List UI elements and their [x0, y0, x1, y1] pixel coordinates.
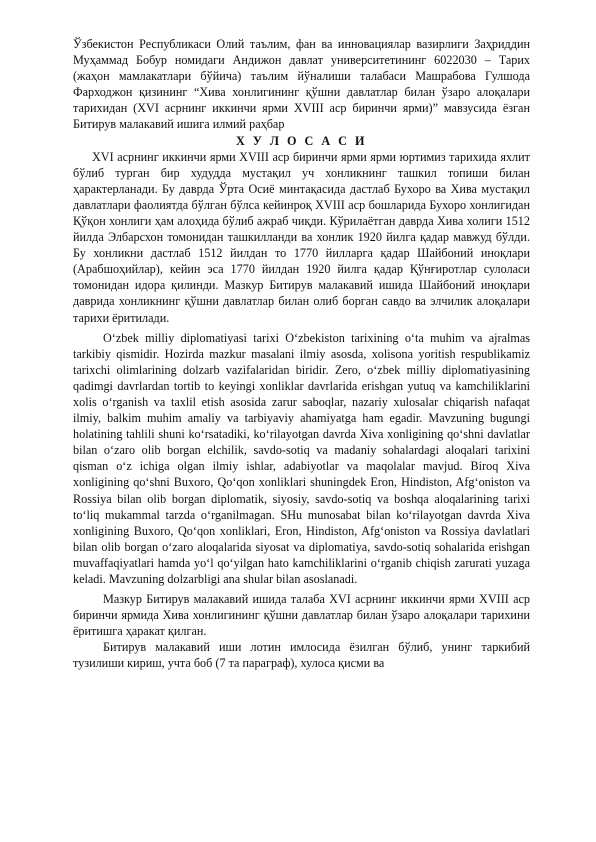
body-paragraph-1: XVI асрнинг иккинчи ярми XVIII аср биринчи ярми ярми юртимиз тарихида яхлит бўлиб турган бир худудда мустақил уч хонликнинг ташкил топиши билан ҳарактерланади. Бу даврда Ўрта Осиё минтақасида дастлаб Бухоро ва Хива мустақил давлатлари фаолиятда бўлган бўлса кейинроқ XVIII аср бошларида Бухоро хонлигидан Қўқон хонлиги ҳам алоҳида бўлиб ажраб чиқди. Кўрилаётган даврда Хива холиги 1512 йилда Элбарсхон томонидан ташкилланди ва хонлик 1920 йилга қадар мавжуд бўлди. Бу хонликни дастлаб 1512 йилдан то 1770 йилларга қадар Шайбоний иноқлари (Арабшоҳийлар), кейин эса 1770 йилдан 1920 йилга қадар Қўнғиротлар сулоласи томонидан идора қилинди. Мазкур Битирув малакавий ишида Шайбоний иноқлари даврида хонликнинг қўшни давлатлар билан олиб борган савдо ва элчилик алоқалари тарихи ёритилади.: [73, 149, 530, 325]
intro-paragraph: Ўзбекистон Республикаси Олий таълим, фан ва инновациялар вазирлиги Заҳриддин Муҳаммад Бобур номидаги Андижон давлат университетининг 6022030 – Тарих (жаҳон мамлакатлари бўйича) таълим йўналиши талабаси Машрабова Гулшода Фарходжон қизининг “Хива хонлигининг қўшни давлатлар билан ўзаро алоқалари тарихидан (XVI асрнинг иккинчи ярми XVIII аср биринчи ярми)” мавзусида ёзган Битирув малакавий ишига илмий раҳбар: [73, 37, 530, 132]
conclusion-title: Х У Л О С А С И: [235, 133, 368, 148]
body-paragraph-3: Мазкур Битирув малакавий ишида талаба XVI асрнинг иккинчи ярми XVIII аср биринчи ярмида Хива хонлигининг қўшни давлатлар билан ўзаро алоқалари тарихини ёритишга ҳаракат қилган.: [73, 592, 530, 639]
body-paragraph-4: Битирув малакавий иши лотин имлосида ёзилган бўлиб, унинг таркибий тузилиши кириш, учта боб (7 та параграф), хулоса қисми ва: [73, 640, 530, 671]
body-paragraph-2: O‘zbek milliy diplomatiyasi tarixi O‘zbekiston tarixining o‘ta muhim va ajralmas tarkibiy qismidir. Hozirda mazkur masalani ilmiy asosda, xolisona yoritish respublikamiz tarixchi olimlarining dolzarb vazifalaridan biridir. Zero, o‘zbek milliy diplomatiyasining qadimgi davrlardan tortib to keyingi xonliklar davrlarida erishgan yutuq va kamchiliklarini xolis o‘rganish va taxlil etish asosida zarur saboqlar, nazariy xulosalar chiqarish nafaqat ilmiy, balkim muhim amaliy va tarbiyaviy ahamiyatga ham egadir. Mavzuning bugungi holatining tahlili shuni ko‘rsatadiki, ko‘rilayotgan davrda Xiva xonligining qo‘shni davlatlar bilan o‘zaro olib borgan elchilik, savdo-sotiq va madaniy sohalardagi aloqalari tarixini qisman o‘z ichiga olgan ilmiy ishlar, adabiyotlar va maqolalar mavjud. Biroq Xiva xonligining qo‘shni Buxoro, Qo‘qon xonliklari shuningdek Eron, Hindiston, Afg‘oniston va Rossiya bilan olib borgan diplomatik, siyosiy, savdo-sotiq va boshqa aloqalarining tarixi to‘liq mukammal tarzda o‘rganilmagan. SHu munosabat bilan ko‘rilayotgan davrda Xiva xonligining Buxoro, Qo‘qon xonliklari, Eron, Hindiston, Afg‘oniston va Rossiya davlatlari bilan olib borgan o‘zaro aloqalarida siyosat va diplomatiya, savdo-sotiq sohalarida erishgan muvaffaqiyatlari hamda yo‘l qo‘yilgan hato kamchiliklarini o‘rganib chiqish zarurati yuzaga keladi. Mavzuning dolzarbligi ana shular bilan asoslanadi.: [73, 330, 530, 586]
